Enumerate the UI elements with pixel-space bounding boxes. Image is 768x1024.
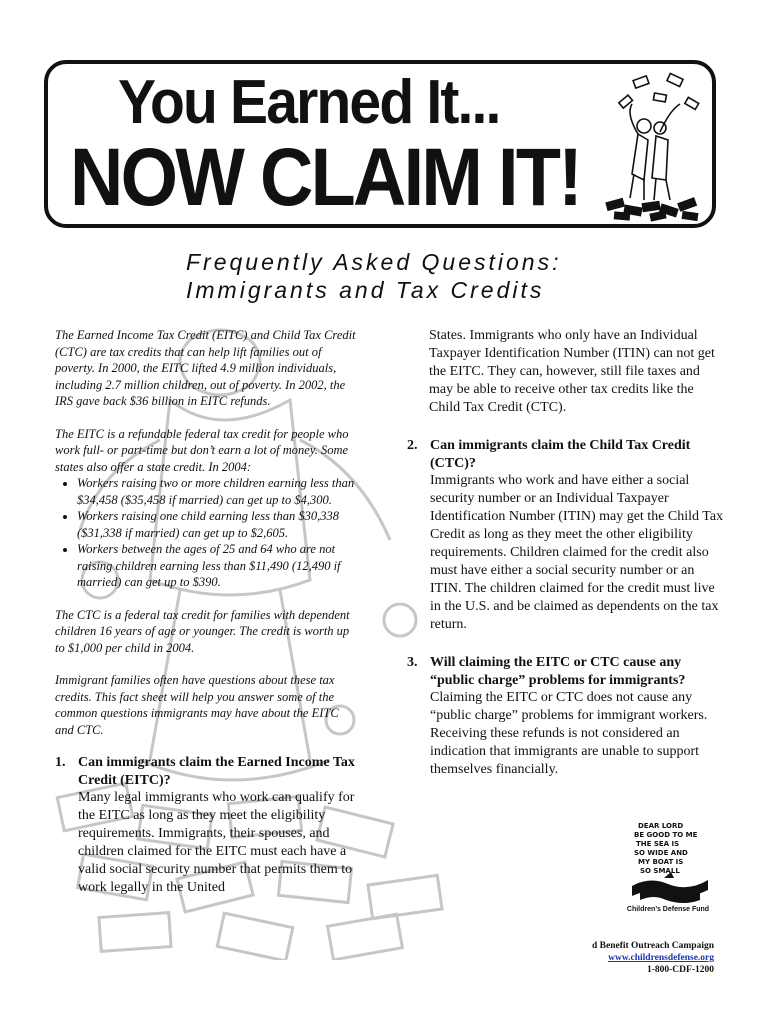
banner-headline-1: You Earned It... <box>118 68 500 137</box>
question-heading: Can immigrants claim the Earned Income Tax Credit (EITC)? <box>78 755 355 788</box>
intro-paragraph-4: Immigrant families often have questions about these tax credits. This fact sheet will help you answer some of the common questions immigrants may have about the EITC and CTC. <box>55 673 339 737</box>
answer-text: Claiming the EITC or CTC does not cause any “public charge” problems for immigrant workers. Receiving these refunds is not considered an indication that immigrants are unable to support themselves financially. <box>430 690 708 777</box>
logo-org-name: Children’s Defense Fund <box>626 906 710 913</box>
question-heading: Can immigrants claim the Child Tax Credit (CTC)? <box>430 438 691 471</box>
intro-paragraph-1: The Earned Income Tax Credit (EITC) and Child Tax Credit (CTC) are tax credits that can help lift families out of poverty. In 2000, the EITC lifted 4.9 million individuals, including 2.7 million children, out of poverty. In 2002, the IRS gave back $36 billion in EITC refunds. <box>55 328 356 408</box>
intro-paragraph-2: The EITC is a refundable federal tax credit for people who work full- or part-time but don’t earn a lot of money. Some states also offer a state credit. In 2004: <box>55 426 349 474</box>
cdf-logo <box>630 820 710 904</box>
logo-prayer-line: MY BOAT IS <box>638 858 684 866</box>
intro-section <box>55 327 360 738</box>
logo-prayer-line: SO SMALL <box>640 867 680 875</box>
header-banner <box>44 60 716 228</box>
logo-prayer-line: THE SEA IS <box>636 840 680 848</box>
footer-website-link[interactable]: www.childrensdefense.org <box>608 953 714 963</box>
answer-text: Many legal immigrants who work can qualify for the EITC as long as they meet the eligibility requirements. Immigrants, their spouses, and children claimed for the EITC must each have a valid social security number that permits them to work legally in the United <box>78 790 355 895</box>
answer-continued: States. Immigrants who only have an Individual Taxpayer Identification Number (ITIN) can not get the EITC. They can, however, still file taxes and may be able to receive other tax credits like the Child Tax Credit (CTC). <box>429 328 715 415</box>
right-column <box>407 327 725 779</box>
list-item: • Workers raising one child earning less than $30,338 ($31,338 if married) can get up to $2,605. <box>77 508 360 541</box>
logo-prayer-line: BE GOOD TO ME <box>634 831 698 839</box>
logo-prayer-line: SO WIDE AND <box>634 849 688 857</box>
question-heading: Will claiming the EITC or CTC cause any “public charge” problems for immigrants? <box>430 655 686 688</box>
answer-text: Immigrants who work and have either a social security number or an Individual Taxpayer Identification Number (ITIN) may get the Child Tax Credit as long as they meet the other eligibility requirements. Children claimed for the credit also must have either a social security number or an ITIN. The children claimed for the credit must live in the U.S. and be claimed as dependents on the tax return. <box>430 473 724 632</box>
question-number: 1. <box>55 755 66 770</box>
question-1 <box>55 754 360 897</box>
faq-title <box>186 248 616 304</box>
money-shower-illustration <box>598 72 708 222</box>
list-item: • Workers raising two or more children earning less than $34,458 ($35,458 if married) can get up to $4,300. <box>77 475 360 508</box>
intro-paragraph-3: The CTC is a federal tax credit for families with dependent children 16 years of age or younger. The credit is worth up to $1,000 per child in 2004. <box>55 607 350 655</box>
question-2 <box>407 437 725 634</box>
list-item: • Workers between the ages of 25 and 64 who are not raising children earning less than $11,490 (12,490 if married) can get up to $390. <box>77 541 360 591</box>
footer-campaign: d Benefit Outreach Campaign <box>591 941 714 951</box>
eitc-amounts-list <box>55 475 360 591</box>
footer-phone: 1-800-CDF-1200 <box>646 965 714 975</box>
logo-prayer-line: DEAR LORD <box>638 822 684 830</box>
footer <box>520 940 714 976</box>
left-column <box>55 327 360 897</box>
question-3 <box>407 654 725 779</box>
faq-title-line-1: Frequently Asked Questions: <box>186 249 562 275</box>
question-number: 2. <box>407 438 418 453</box>
question-number: 3. <box>407 655 418 670</box>
banner-headline-2: NOW CLAIM IT! <box>70 132 581 223</box>
faq-title-line-2: Immigrants and Tax Credits <box>186 277 545 303</box>
